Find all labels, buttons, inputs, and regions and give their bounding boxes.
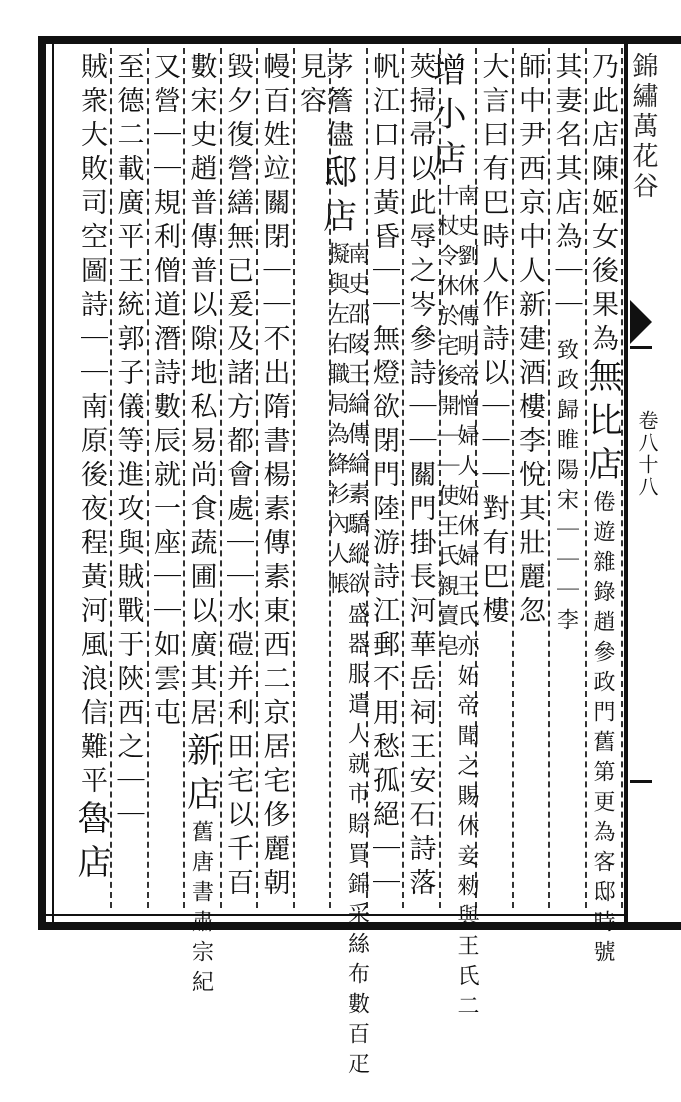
text-column bbox=[144, 52, 184, 912]
annotation-right-line: 致政歸睢陽宋 bbox=[553, 338, 579, 518]
body-text: 至德二載廣平王統郭子儀等進攻與賊戰于陝西之｜｜ bbox=[112, 52, 144, 834]
body-text: 乃此店陳姬女後果為 bbox=[587, 52, 618, 358]
frame-top-rule bbox=[38, 36, 681, 44]
text-column bbox=[316, 52, 370, 1082]
entry-heading: 魯店 bbox=[71, 800, 111, 888]
entry-heading: 增小店 bbox=[426, 52, 466, 184]
entry-heading: 新店 bbox=[180, 732, 221, 820]
text-column bbox=[217, 52, 257, 912]
text-column bbox=[509, 52, 549, 912]
annotation-right-line: 南史邵陵王綸傳綸素驕縱欲盛器服遣人就市賒 bbox=[344, 242, 370, 842]
annotation-right-line: 舊唐書 bbox=[188, 820, 214, 910]
text-column bbox=[582, 52, 622, 970]
annotation-double-line bbox=[188, 820, 214, 1000]
margin-juan-number: 卷八十八 bbox=[635, 410, 659, 498]
margin-book-title: 錦繡萬花谷 bbox=[628, 52, 658, 202]
body-text: 大言曰有巴時人作詩以｜｜｜對有巴樓 bbox=[477, 52, 509, 630]
annotation-left-line: 門舊第更為客邸時號 bbox=[590, 700, 615, 970]
body-text: 莢掃帚以此辱之岑參詩｜｜關門掛長河華岳祠王安石詩落 bbox=[404, 52, 436, 902]
annotation-right-line: 倦遊雜錄趙參政 bbox=[590, 490, 615, 700]
body-text: 帆江口月黃昏｜｜無燈欲閉門陸游詩江郵不用愁孤絕｜｜ bbox=[368, 52, 399, 902]
text-column bbox=[290, 52, 330, 912]
margin-rule bbox=[630, 780, 652, 783]
frame-left-rule bbox=[38, 36, 46, 930]
body-text: 師中尹西京中人新建酒樓李悅其壯麗忽 bbox=[514, 52, 545, 630]
text-column bbox=[254, 52, 294, 912]
body-text: 其妻名其店為｜｜ bbox=[550, 52, 582, 324]
annotation-double-line bbox=[324, 242, 370, 1102]
fishtail-mark bbox=[630, 300, 652, 344]
annotation-double-line bbox=[590, 490, 615, 970]
annotation-right-line: 南史劉休傳明帝憎婦人妬休婦王氏亦妬帝聞之賜休 bbox=[454, 184, 479, 844]
margin-rule bbox=[630, 346, 652, 349]
annotation-left-line: ｜｜｜李 bbox=[553, 518, 579, 638]
entry-heading: 邸店 bbox=[316, 154, 357, 242]
text-column bbox=[426, 52, 479, 1024]
body-text: 又營｜｜規利僧道潛詩數辰就一座｜｜如雲屯 bbox=[149, 52, 180, 732]
text-column bbox=[71, 52, 111, 912]
body-text: 見容 bbox=[295, 52, 326, 120]
annotation-double-line bbox=[434, 184, 479, 1044]
frame-left-thin-rule bbox=[52, 44, 54, 922]
text-column bbox=[180, 52, 221, 1000]
body-text: 賊衆大敗司空圖詩｜｜南原後夜程黃河風浪信難平 bbox=[76, 52, 107, 800]
body-text: 數宋史趙普傳普以隙地私易尚食蔬圃以廣其居 bbox=[185, 52, 217, 732]
annotation-left-line: 買錦采絲布數百疋擬與左右職局為絳衫內人帳 bbox=[324, 242, 370, 1082]
body-text: 幔百姓竝關閉｜｜不出隋書楊素傳素東西二京居宅侈麗朝 bbox=[258, 52, 290, 902]
body-text: 茅簷儘 bbox=[321, 52, 353, 154]
text-column bbox=[400, 52, 440, 912]
text-column bbox=[546, 52, 586, 912]
annotation-double-line bbox=[553, 338, 579, 638]
annotation-left-line: 妾勑與王氏二十杖令休於宅後開｜｜使王氏親賣皂 bbox=[434, 184, 479, 1024]
text-column bbox=[108, 52, 148, 912]
annotation-left-line: 肅宗紀 bbox=[188, 910, 214, 1000]
entry-heading: 無比店 bbox=[582, 358, 622, 490]
body-text: 毀夕復營繕無已爰及諸方都會處｜｜水磑并利田宅以千百 bbox=[222, 52, 253, 902]
